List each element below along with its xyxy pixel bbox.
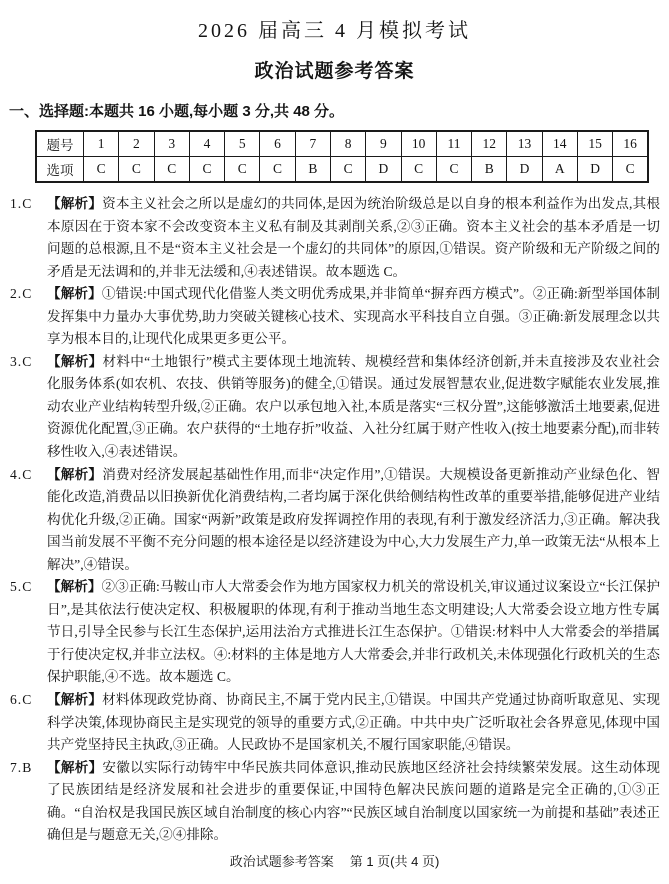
explanation-item [10,464,660,577]
question-answer-label: 3.C [10,353,33,369]
question-answer-label: 1.C [10,196,33,211]
question-answer-label: 4.C [10,466,33,482]
footer-doc-title: 政治试题参考答案 [229,854,334,869]
explanation-item [10,283,660,351]
analysis-prefix: 【解析】 [47,692,103,708]
question-number-cell: 9 [366,131,401,157]
question-number-cell: 2 [119,131,154,157]
question-number-cell: 3 [154,131,189,157]
question-answer-label: 5.C [10,579,33,595]
analysis-prefix: 【解析】 [47,286,102,302]
question-number-cell: 6 [260,131,295,157]
answer-cell: C [84,157,119,183]
page-footer [0,851,669,870]
number-row-label: 题号 [36,131,84,157]
analysis-text: 安徽以实际行动铸牢中华民族共同体意识,推动民族地区经济社会持续繁荣发展。这生动体现了民族团结是经济发展和社会进步的重要保证,中国特色解决民族问题的道路是完全正确的,①③正确。“自治权是我国民族区域自治制度的核心内容”“民族区域自治制度以国家统一为前提和基础”表述正确但是与题意无关,②④排除。 [47,759,660,843]
question-number-cell: 16 [613,131,648,157]
question-number-cell: 11 [436,131,471,157]
answer-cell: C [119,157,154,183]
answer-cell: B [295,157,330,183]
question-number-cell: 15 [577,131,612,157]
question-number-cell: 12 [472,131,507,157]
answer-table-answer-row [36,157,648,183]
explanation-item [10,757,660,847]
answer-cell: C [436,157,471,183]
answer-row-label: 选项 [36,157,84,183]
answer-cell: C [613,157,648,183]
footer-page-info: 第 1 页(共 4 页) [349,854,440,869]
explanation-item [10,576,660,689]
question-number-cell: 8 [330,131,365,157]
explanation-item [10,193,660,283]
analysis-text: 材料体现政党协商、协商民主,不属于党内民主,①错误。中国共产党通过协商听取意见、实现科学决策,体现协商民主是实现党的领导的重要方式,②正确。中共中央广泛听取社会各界意见,体现中国共产党坚持民主执政,③正确。人民政协不是国家机关,不履行国家职能,④错误。 [47,692,660,753]
question-answer-label: 7.B [10,759,33,775]
question-number-cell: 14 [542,131,577,157]
question-answer-label: 6.C [10,692,33,708]
answer-cell: B [472,157,507,183]
answer-cell: D [507,157,542,183]
analysis-text: ①错误:中国式现代化借鉴人类文明优秀成果,并非简单“摒弃西方模式”。②正确:新型举国体制发挥集中力量办大事优势,助力突破关键核心技术、实现高水平科技自立自强。③正确:新发展理念以共享为根本目的,让现代化成果更多更公平。 [47,286,660,347]
analysis-text: 消费对经济发展起基础性作用,而非“决定作用”,①错误。大规模设备更新推动产业绿色化、智能化改造,消费品以旧换新优化消费结构,二者均属于深化供给侧结构性改革的重要举措,能够促进产业结构优化升级,②正确。国家“两新”政策是政府发挥调控作用的表现,有利于激发经济活力,③正确。解决我国当前发展不平衡不充分问题的根本途径是以经济建设为中心,大力发展生产力,单一政策无法“从根本上解决”,④错误。 [47,466,660,572]
answer-cell: C [189,157,224,183]
answer-cell: C [401,157,436,183]
analysis-prefix: 【解析】 [47,196,103,211]
answer-table-number-row [36,131,648,157]
answer-cell: C [330,157,365,183]
answer-cell: C [260,157,295,183]
question-number-cell: 1 [84,131,119,157]
question-number-cell: 7 [295,131,330,157]
exam-title: 2026 届高三 4 月模拟考试 [198,20,471,42]
analysis-text: 资本主义社会之所以是虚幻的共同体,是因为统治阶级总是以自身的根本利益作为出发点,其根本原因在于资本家不会改变资本主义私有制及其剥削关系,②③正确。资本主义社会的基本矛盾是一切问题的总根源,且不是“资本主义社会是一个虚幻的共同体”的原因,①错误。资产阶级和无产阶级之间的矛盾是无法调和的,并非无法缓和,④表述错误。故本题选 C。 [47,196,660,279]
answer-cell: C [225,157,260,183]
explanations-list [10,193,660,847]
answer-cell: C [154,157,189,183]
analysis-text: 材料中“土地银行”模式主要体现土地流转、规模经营和集体经济创新,并未直接涉及农业社会化服务体系(如农机、农技、供销等服务)的健全,①错误。通过发展智慧农业,促进数字赋能农业发展,推动农业产业结构转型升级,②正确。农户以承包地入社,本质是落实“三权分置”,这能够激活土地要素,促进资源优化配置,③正确。农户获得的“土地存折”收益、入社分红属于财产性收入(按土地要素分配),而非转移性收入,④表述错误。 [47,353,660,460]
question-number-cell: 5 [225,131,260,157]
section-heading: 一、选择题:本题共 16 小题,每小题 3 分,共 48 分。 [9,103,345,120]
question-number-cell: 4 [189,131,224,157]
analysis-prefix: 【解析】 [47,579,102,595]
document-subtitle: 政治试题参考答案 [254,61,415,82]
answer-cell: D [366,157,401,183]
analysis-prefix: 【解析】 [47,759,103,775]
answer-cell: D [577,157,612,183]
analysis-prefix: 【解析】 [47,353,103,369]
question-answer-label: 2.C [10,286,33,302]
explanation-item [10,689,660,757]
question-number-cell: 10 [401,131,436,157]
analysis-text: ②③正确:马鞍山市人大常委会作为地方国家权力机关的常设机关,审议通过议案设立“长江保护日”,是其依法行使决定权、积极履职的体现,有利于推动当地生态文明建设;人大常委会设立地方性专属节日,引导全民参与长江生态保护,运用法治方式推进长江生态保护。①错误:材料中人大常委会的举措属于行使决定权,并非立法权。④:材料的主体是地方人大常委会,并非行政机关,未体现强化行政机关的生态保护职能,④不选。故本题选 C。 [47,579,660,685]
question-number-cell: 13 [507,131,542,157]
analysis-prefix: 【解析】 [47,466,103,482]
answer-table [35,130,649,183]
answer-cell: A [542,157,577,183]
explanation-item [10,351,660,464]
